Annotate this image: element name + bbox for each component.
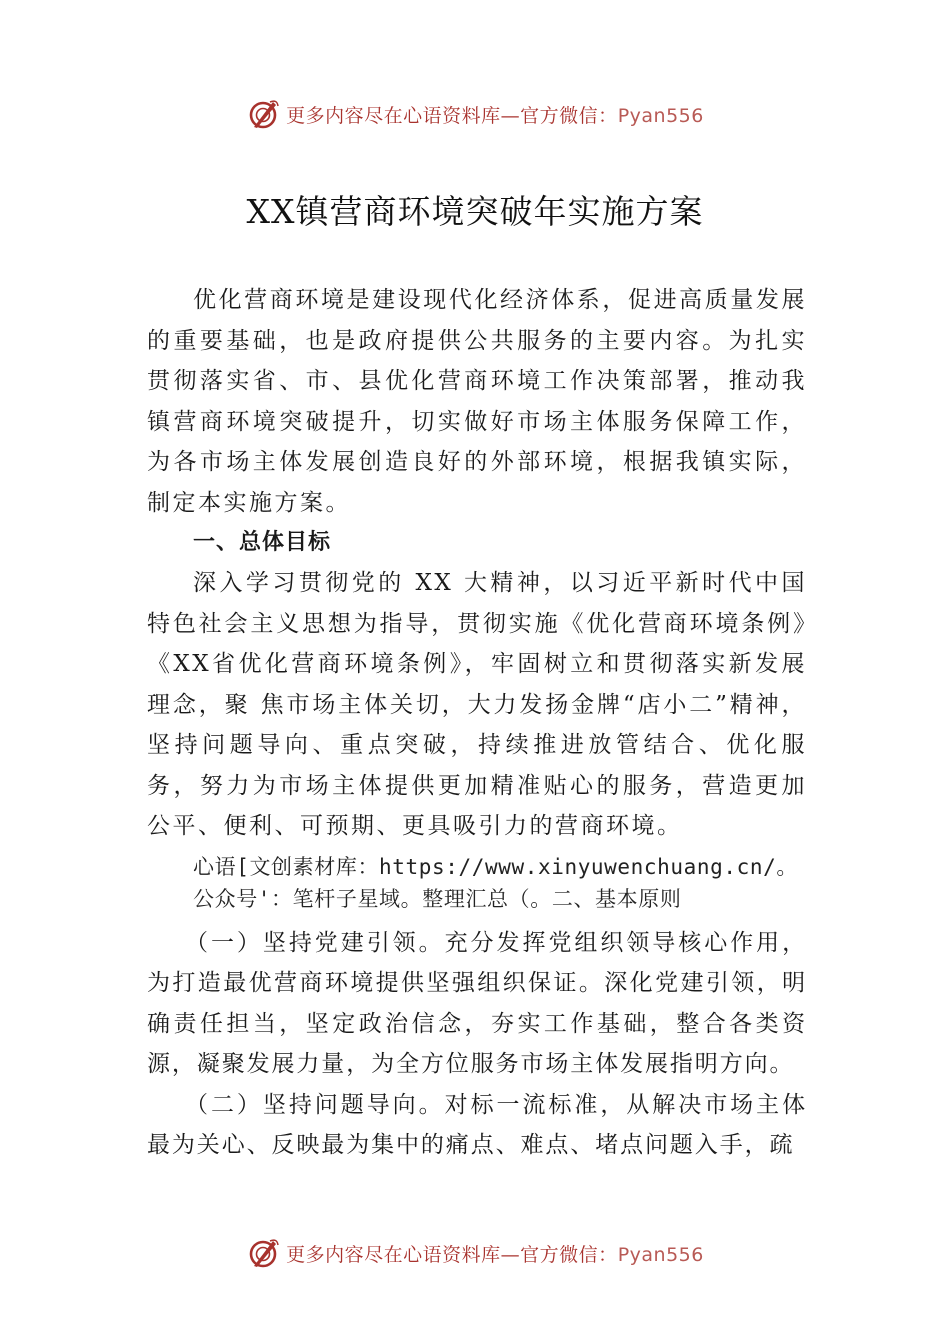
section-paragraph: 深入学习贯彻党的 XX 大精神，以习近平新时代中国特色社会主义思想为指导，贯彻实施《优化营商环境条例》《XX省优化营商环境条例》，牢固树立和贯彻落实新发展理念，聚 焦市场主体关切，大力发扬金牌“店小二”精神，坚持问题导向、重点突破，持续推进放管结合、优化服务，努力为市场主体提供更加精准贴心的服务，营造更加公平、便利、可预期、更具吸引力的营商环境。 xyxy=(147,570,807,839)
header-banner xyxy=(0,94,950,134)
principle-paragraph: （一）坚持党建引领。充分发挥党组织领导核心作用，为打造最优营商环境提供坚强组织保证。深化党建引领，明确责任担当，坚定政治信念，夯实工作基础，整合各类资源，凝聚发展力量，为全方位服务市场主体发展指明方向。 xyxy=(147,929,807,1077)
document-body xyxy=(147,280,807,1166)
quill-seal-icon xyxy=(246,1236,280,1270)
watermark-line: 公众号'：笔杆子星域。整理汇总（。二、基本原则 xyxy=(193,886,682,911)
intro-paragraph: 优化营商环境是建设现代化经济体系，促进高质量发展的重要基础，也是政府提供公共服务的主要内容。为扎实贯彻落实省、市、县优化营商环境工作决策部署，推动我镇营商环境突破提升，切实做好市场主体服务保障工作，为各市场主体发展创造良好的外部环境，根据我镇实际，制定本实施方案。 xyxy=(147,287,807,516)
banner-text: 更多内容尽在心语资料库—官方微信：Pyan556 xyxy=(286,1243,704,1266)
watermark-line: 心语[文创素材库：https://www.xinyuwenchuang.cn/。 xyxy=(193,854,798,879)
quill-seal-icon xyxy=(246,97,280,131)
document-title: XX镇营商环境突破年实施方案 xyxy=(246,192,704,231)
section-heading: 一、总体目标 xyxy=(193,530,332,555)
footer-banner xyxy=(0,1233,950,1273)
principle-paragraph: （二）坚持问题导向。对标一流标准，从解决市场主体最为关心、反映最为集中的痛点、难点、堵点问题入手，疏 xyxy=(147,1091,807,1158)
banner-text: 更多内容尽在心语资料库—官方微信：Pyan556 xyxy=(286,104,704,127)
